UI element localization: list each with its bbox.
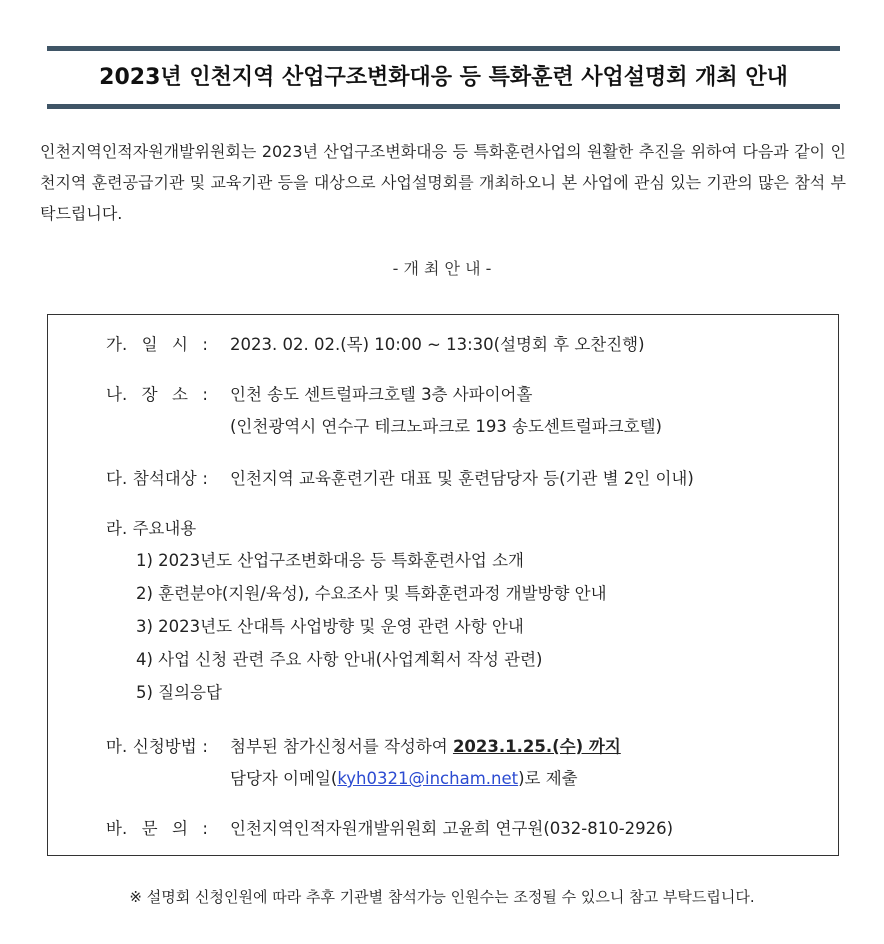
detail-contents-heading: 라. 주요내용 — [106, 519, 197, 538]
section-heading: - 개 최 안 내 - — [392, 259, 492, 278]
detail-apply — [106, 734, 621, 760]
detail-apply-value: 첨부된 참가신청서를 작성하여 — [230, 737, 448, 756]
detail-place — [106, 382, 532, 408]
detail-inquiry — [106, 816, 673, 842]
page-title: 2023년 인천지역 산업구조변화대응 등 특화훈련 사업설명회 개최 안내 — [99, 65, 788, 90]
detail-place-label: 나. 장 소 : — [106, 385, 208, 404]
detail-date — [106, 332, 645, 358]
detail-attendees-label: 다. 참석대상 : — [106, 469, 208, 488]
detail-date-value: 2023. 02. 02.(목) 10:00 ~ 13:30(설명회 후 오찬진행) — [230, 335, 645, 354]
detail-attendees-value: 인천지역 교육훈련기관 대표 및 훈련담당자 등(기관 별 2인 이내) — [230, 469, 694, 488]
detail-place-value: 인천 송도 센트럴파크호텔 3층 사파이어홀 — [230, 385, 533, 404]
detail-inquiry-value: 인천지역인적자원개발위원회 고윤희 연구원(032-810-2926) — [230, 819, 674, 838]
title-bottom-rule — [47, 104, 840, 109]
title-top-rule — [47, 46, 840, 51]
detail-inquiry-label: 바. 문 의 : — [106, 819, 208, 838]
apply-deadline: 2023.1.25.(수) 까지 — [452, 737, 621, 756]
footnote: ※ 설명회 신청인원에 따라 추후 기관별 참석가능 인원수는 조정될 수 있으니 참고 부탁드립니다. — [129, 888, 755, 906]
contact-email-link[interactable]: kyh0321@incham.net — [337, 769, 519, 788]
detail-apply-label: 마. 신청방법 : — [106, 737, 208, 756]
detail-place-address: (인천광역시 연수구 테크노파크로 193 송도센트럴파크호텔) — [230, 417, 662, 436]
detail-date-label: 가. 일 시 : — [106, 335, 208, 354]
details-box: 가. 일 시 : 2023. 02. 02.(목) 10:00 ~ 13:30(설명회 후 오찬진행) 나. 장 소 : 인천 송도 센트럴파크호텔 3층 사파이어홀 (인천광역시 연수구 테크노파크로 193 송도센트럴파크호텔) 다. 참석대상 : 인천지역 교육훈련기관 대표 및 훈련담당자 등(기관 별 2인 이내) 라. 주요내용 1) 2023년도 산업구조변화대응 등 특화훈련사업 소개 2) 훈련분야(지원/육성), 수요조사 및 특화훈련과정 개발방향 안내 3) 2023년도 산대특 사업방향 및 운영 관련 사항 안내 4) 사업 신청 관련 주요 사항 안내(사업계획서 작성 관련) 5) 질의응답 마. 신청방법 : 첨부된 참가신청서를 작성하여 2023.1.25.(수) 까지 담당자 이메일(kyh0321@incham.net)로 제출 바. 문 의 : 인천지역인적자원개발위원회 고윤희 연구원(032-810-2926) — [47, 314, 839, 856]
detail-attendees — [106, 466, 694, 492]
intro-paragraph: 인천지역인적자원개발위원회는 2023년 산업구조변화대응 등 특화훈련사업의 원활한 추진을 위하여 다음과 같이 인천지역 훈련공급기관 및 교육기관 등을 대상으로 사업설명회를 개최하오니 본 사업에 관심 있는 기관의 많은 참석 부탁드립니다. — [40, 142, 846, 223]
